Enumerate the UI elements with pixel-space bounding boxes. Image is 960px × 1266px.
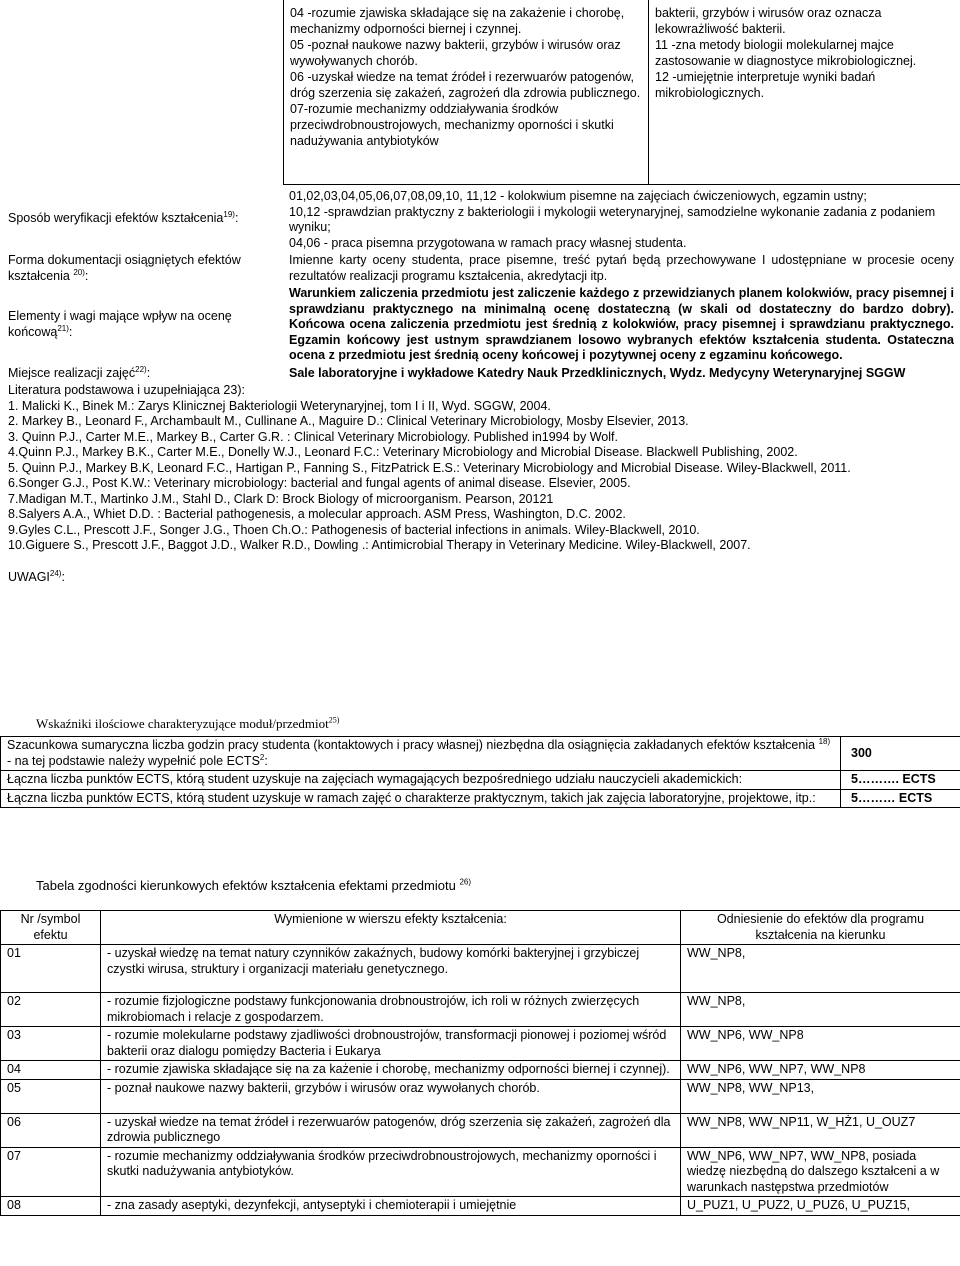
header-nr: Nr /symbol efektu <box>1 911 101 945</box>
quant-title: Wskaźniki ilościowe charakteryzujące moduł/przedmiot$^{25)}$ <box>36 715 340 731</box>
effect-ref: WW_NP8, <box>681 993 960 1027</box>
compat-row <box>1 1197 960 1216</box>
weights-row <box>0 285 960 365</box>
literature-item: 1. Malicki K., Binek M.: Zarys Klinicznej Bakteriologii Weterynaryjnej, tom I i II, Wyd. SGGW, 2004. <box>8 398 551 413</box>
effect-desc: - poznał naukowe nazwy bakterii, grzybów i wirusów oraz wywołanych chorób. <box>101 1079 681 1113</box>
effect-ref: U_PUZ1, U_PUZ2, U_PUZ6, U_PUZ15, <box>681 1197 960 1216</box>
quant-value: 5………. ECTS <box>841 771 960 790</box>
skills-effects-cell <box>655 5 953 101</box>
quant-row <box>1 771 960 790</box>
effect-desc: - uzyskał wiedzę na temat natury czynników zakaźnych, budowy komórki bakteryjnej i grzybiczej czystki wirusa, struktury i organizacji materiału genetycznego. <box>101 945 681 993</box>
header-ref: Odniesienie do efektów dla programu kształcenia na kierunku <box>681 911 960 945</box>
row-bottom-border <box>283 184 960 185</box>
effect-nr: 07 <box>1 1147 101 1197</box>
knowledge-effects-cell <box>290 5 642 149</box>
verification-label: Sposób weryfikacji efektów kształcenia$^{19)}$: <box>8 210 239 226</box>
effect-ref: WW_NP6, WW_NP8 <box>681 1027 960 1061</box>
effect-nr: 08 <box>1 1197 101 1216</box>
literature-item: 7.Madigan M.T., Martinko J.M., Stahl D., Clark D: Brock Biology of microorganism. Pearson, 20121 <box>8 491 554 506</box>
effect-nr: 02 <box>1 993 101 1027</box>
effect-line: bakterii, grzybów i wirusów oraz oznacza lekowrażliwość bakterii. <box>655 6 882 36</box>
effect-desc: - rozumie molekularne podstawy zjadliwości drobnoustrojów, transformacji pionowej i poziomej wśród bakterii oraz dialogu pomiędzy Bacteria i Eukarya <box>101 1027 681 1061</box>
compat-row <box>1 1061 960 1080</box>
effect-ref: WW_NP8, <box>681 945 960 993</box>
effect-line: 05 -poznał naukowe nazwy bakterii, grzybów i wirusów oraz wywoływanych chorób. <box>290 38 621 68</box>
verification-line: 04,06 - praca pisemna przygotowana w ramach pracy własnej studenta. <box>289 235 687 250</box>
literature-item: 6.Songer G.J., Post K.W.: Veterinary microbiology: bacterial and fungal agents of animal disease. Elsevier, 2005. <box>8 476 631 490</box>
documentation-label: Forma dokumentacji osiągniętych efektów kształcenia $^{20)}$: <box>8 253 241 283</box>
literature-item: 4.Quinn P.J., Markey B.K., Carter M.E., Donelly W.J., Leonard F.C.: Veterinary Microbiology and Microbial Disease. Blackwell Publishing, 2002. <box>8 445 798 459</box>
effect-nr: 01 <box>1 945 101 993</box>
weights-value: Warunkiem zaliczenia przedmiotu jest zaliczenie każdego z przewidzianych planem kolokwiów, pracy pisemnej i sprawdzianu praktycznego na minimalną ocenę dostateczną (w skali od dostateczny do bardzo dobry). Końcowa ocena zaliczenia przedmiotu jest średnią z kolokwiów, pracy pisemnej i sprawdzianu praktycznego. Egzamin końcowy jest ustnym sprawdzianem losowo wybranych efektów kształcenia studenta. Ostateczna ocena z przedmiotu jest średnią oceny końcowej i pozytywnej oceny z egzaminu końcowego. <box>289 286 954 362</box>
effect-ref: WW_NP8, WW_NP11, W_HŻ1, U_OUZ7 <box>681 1113 960 1147</box>
compat-row <box>1 945 960 993</box>
literature-item: 2. Markey B., Leonard F., Archambault M., Cullinane A., Maguire D.: Clinical Veterinary Microbiology, Mosby Elsevier, 2013. <box>8 414 689 428</box>
compat-header-row <box>1 911 960 945</box>
remarks-row <box>0 560 960 605</box>
effect-nr: 06 <box>1 1113 101 1147</box>
literature-item: 5. Quinn P.J., Markey B.K, Leonard F.C., Hartigan P., Fanning S., FitzPatrick E.S.: Veterinary Microbiology and Microbial Disease. Wiley-Blackwell, 2011. <box>8 460 851 475</box>
verification-line: 10,12 -sprawdzian praktyczny z bakteriologii i mykologii weterynaryjnej, samodzielne wykonanie zadania z podaniem wyniku; <box>289 204 936 234</box>
literature-cell <box>0 382 960 560</box>
course-info-table <box>0 186 960 605</box>
quant-value: 300 <box>841 737 960 771</box>
effect-ref: WW_NP8, WW_NP13, <box>681 1079 960 1113</box>
effect-line: 12 -umiejętnie interpretuje wyniki badań mikrobiologicznych. <box>655 70 876 100</box>
col-divider <box>648 0 649 184</box>
literature-item: 9.Gyles C.L., Prescott J.F., Songer J.G., Thoen Ch.O.: Pathogenesis of bacterial infections in animals. Wiley-Blackwell, 2010. <box>8 522 700 537</box>
literature-label: Literatura podstawowa i uzupełniająca 23): <box>8 383 245 397</box>
verification-value <box>283 186 960 252</box>
effect-line: 06 -uzyskał wiedze na temat źródeł i rezerwuarów patogenów, dróg szerzenia się zakażeń, zagrożeń dla zdrowia publicznego. <box>290 70 641 100</box>
effect-desc: - zna zasady aseptyki, dezynfekcji, antyseptyki i chemioterapii i umiejętnie <box>101 1197 681 1216</box>
effect-ref: WW_NP6, WW_NP7, WW_NP8, posiada wiedzę niezbędną do dalszego kształceni a w warunkach następstwa przedmiotów <box>681 1147 960 1197</box>
quant-row <box>1 737 960 771</box>
effect-desc: - rozumie fizjologiczne podstawy funkcjonowania drobnoustrojów, ich roli w różnych zwierzęcych mikrobiomach i relacje z gospodarzem. <box>101 993 681 1027</box>
compat-title: Tabela zgodności kierunkowych efektów kształcenia efektami przedmiotu $^{26)}$ <box>36 877 472 893</box>
effect-desc: - rozumie zjawiska składające się na za każenie i chorobę, mechanizmy odporności biernej i czynnej). <box>101 1061 681 1080</box>
effect-nr: 04 <box>1 1061 101 1080</box>
effect-line: 04 -rozumie zjawiska składające się na zakażenie i chorobę, mechanizmy odporności biernej i czynnej. <box>290 6 625 36</box>
documentation-row <box>0 252 960 285</box>
compat-row <box>1 1113 960 1147</box>
verification-row <box>0 186 960 252</box>
quant-label: Łączna liczba punktów ECTS, którą student uzyskuje na zajęciach wymagających bezpośredniego udziału nauczycieli akademickich: <box>1 771 841 790</box>
compat-table <box>0 910 960 1216</box>
remarks-cell: UWAGI$^{24)}$: <box>8 568 65 584</box>
compat-row <box>1 993 960 1027</box>
effect-desc: - rozumie mechanizmy oddziaływania środków przeciwdrobnoustrojowych, mechanizmy oporności i skutki nadużywania antybiotyków. <box>101 1147 681 1197</box>
effects-continuation <box>283 0 960 186</box>
literature-item: 3. Quinn P.J., Carter M.E., Markey B., Carter G.R. : Clinical Veterinary Microbiology. Published in1994 by Wolf. <box>8 429 618 444</box>
compat-row <box>1 1079 960 1113</box>
compat-row <box>1 1147 960 1197</box>
effect-desc: - uzyskał wiedze na temat źródeł i rezerwuarów patogenów, dróg szerzenia się zakażeń, zagrożeń dla zdrowia publicznego <box>101 1113 681 1147</box>
verification-line: 01,02,03,04,05,06,07,08,09,10, 11,12 - kolokwium pisemne na zajęciach ćwiczeniowych, egzamin ustny; <box>289 189 867 203</box>
quant-value: 5……… ECTS <box>841 789 960 808</box>
quant-label: Szacunkowa sumaryczna liczba godzin pracy studenta (kontaktowych i pracy własnej) niezbędna dla osiągnięcia zakładanych efektów kształcenia $^{18)}$ - na tej podstawie należy wypełnić pole ECTS$^2$: <box>1 737 841 771</box>
quant-row <box>1 789 960 808</box>
compat-row <box>1 1027 960 1061</box>
literature-item: 10.Giguere S., Prescott J.F., Baggot J.D., Walker R.D., Dowling .: Antimicrobial Therapy in Veterinary Medicine. Wiley-Blackwell, 2007. <box>8 538 751 552</box>
literature-row <box>0 382 960 560</box>
effect-line: 07-rozumie mechanizmy oddziaływania środków przeciwdrobnoustrojowych, mechanizmy oporności i skutki nadużywania antybiotyków <box>290 102 614 148</box>
effect-nr: 03 <box>1 1027 101 1061</box>
quant-label: Łączna liczba punktów ECTS, którą student uzyskuje w ramach zajęć o charakterze praktycznym, takich jak zajęcia laboratoryjne, projektowe, itp.: <box>1 789 841 808</box>
col-divider <box>283 0 284 184</box>
place-label: Miejsce realizacji zajęć$^{22)}$: <box>8 364 151 380</box>
header-desc: Wymienione w wierszu efekty kształcenia: <box>101 911 681 945</box>
weights-label: Elementy i wagi mające wpływ na ocenę końcową$^{21)}$: <box>8 309 232 339</box>
effect-line: 11 -zna metody biologii molekularnej majce zastosowanie w diagnostyce mikrobiologicznej. <box>655 38 917 68</box>
quant-table <box>0 736 960 808</box>
effect-ref: WW_NP6, WW_NP7, WW_NP8 <box>681 1061 960 1080</box>
effect-nr: 05 <box>1 1079 101 1113</box>
place-value: Sale laboratoryjne i wykładowe Katedry Nauk Przedklinicznych, Wydz. Medycyny Weterynaryjnej SGGW <box>289 365 906 380</box>
documentation-value: Imienne karty oceny studenta, prace pisemne, treść pytań będą przechowywane I udostępniane w procesie oceny rezultatów realizacji programu kształcenia, akredytacji itp. <box>289 253 954 283</box>
place-row <box>0 365 960 383</box>
literature-item: 8.Salyers A.A., Whiet D.D. : Bacterial pathogenesis, a molecular approach. ASM Press, Washington, D.C. 2002. <box>8 507 626 521</box>
